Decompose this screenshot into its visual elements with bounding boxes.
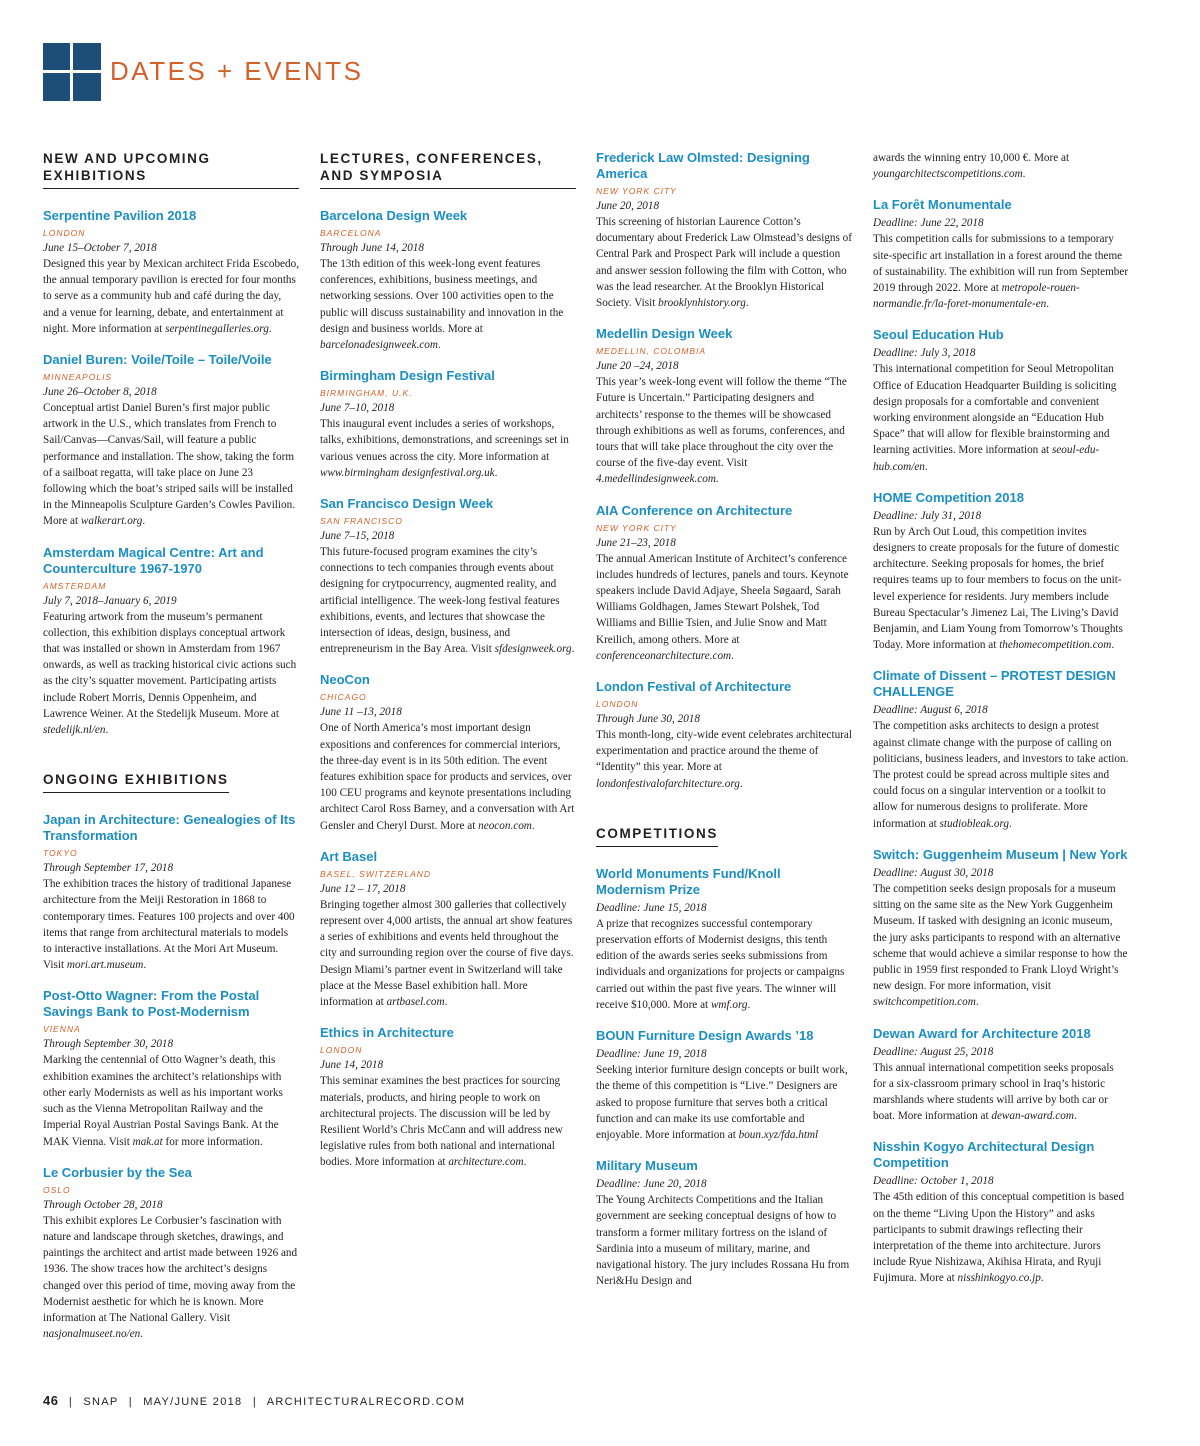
event-entry [596, 866, 852, 1013]
event-entry [873, 847, 1129, 1011]
event-text-end: . [437, 339, 441, 352]
event-description [873, 150, 1129, 182]
event-text-end: . [1022, 168, 1026, 181]
event-title: Frederick Law Olmsted: Designing America [596, 150, 810, 181]
event-location: MEDELLIN, COLOMBIA [596, 346, 707, 357]
event-text: The annual American Institute of Architect’s conference includes hundreds of lectures, panels and tours. Keynote speakers include David Adjaye, Sheela Søgaard, Sarah Williams Goldhagen, James Stewart Polshek, Tod Williams and Billie Tsien, and Julie Snow and Matt Kreilich, among others. More at [596, 552, 849, 646]
event-entry [596, 1028, 852, 1143]
event-title: Nisshin Kogyo Architectural Design Competition [873, 1139, 1095, 1171]
event-text: This month-long, city-wide event celebrates architectural experimentation and practice around the theme of “Identity” this year. More at [596, 729, 852, 774]
event-text-end: . [924, 460, 928, 473]
event-title: Post-Otto Wagner: From the Postal Savings Bank to Post-Modernism [43, 988, 260, 1020]
event-text: This exhibit explores Le Corbusier’s fascination with nature and landscape through sketches, drawings, and paintings the architect and artist made between 1926 and 1936. The show traces how the architect’s designs changed over this period of time, moving away from the Modernist aesthetic for which he is known. More information at The National Gallery. Visit [43, 1214, 298, 1324]
event-description [873, 1060, 1129, 1125]
event-text-end: . [1073, 1110, 1077, 1123]
event-link[interactable]: sfdesignweek.org [494, 643, 572, 656]
event-entry [873, 327, 1129, 474]
event-title: NeoCon [320, 672, 370, 688]
event-entry [43, 988, 299, 1149]
event-link[interactable]: serpentinegalleries.org [165, 322, 269, 335]
event-date: Deadline: August 6, 2018 [873, 704, 988, 717]
event-text: Conceptual artist Daniel Buren’s first major public artwork in the U.S., which translates from French to Sail/Canvas—Canvas/Sail, will feature a public performance and installation. The show, taking the form of a sailboat regatta, will take place on June 23 following which the boat’s striped sails will be installed in the Minneapolis Sculpture Garden’s Cowles Pavilion. More at [43, 402, 295, 528]
section-heading-wrap [43, 771, 299, 793]
event-link[interactable]: stedelijk.nl/en [43, 724, 106, 737]
event-text: This seminar examines the best practices for sourcing materials, products, and hiring people to work on architectural projects. The discussion will be led by Resilient World’s Chris McCann and will address new legislative rules from both national and international bodies. More information at [320, 1075, 563, 1169]
column-3 [596, 150, 852, 1304]
event-text-end: . [731, 649, 734, 662]
event-location: OSLO [43, 1184, 71, 1195]
event-entry [596, 503, 852, 664]
footer-issue: MAY/JUNE 2018 [143, 1396, 243, 1408]
event-text: The competition asks architects to design a protest against climate change with the purpose of calling on politicians, business leaders, and investors to take action. The protest could be spread across multiple sites and could focus on a singular intervention or a toolkit to allow for numerous designs to proliferate. More information at [873, 720, 1129, 830]
event-link[interactable]: nisshinkogyo.co.jp [957, 1272, 1041, 1285]
footer-section: SNAP [83, 1396, 119, 1408]
event-text-end: . [531, 819, 535, 832]
section-heading: ONGOING EXHIBITIONS [43, 771, 229, 793]
event-text-end: . [715, 473, 719, 486]
event-link[interactable]: nasjonalmuseet.no/en [43, 1328, 141, 1341]
event-link[interactable]: thehomecompetition.com [999, 639, 1112, 652]
event-description [873, 1189, 1129, 1286]
event-link[interactable]: seoul-edu-hub.com/en [873, 444, 1100, 473]
event-description [596, 374, 852, 487]
section-heading-wrap [320, 150, 576, 189]
event-description [596, 214, 852, 311]
event-text: Run by Arch Out Loud, this competition invites designers to create proposals for the future of domestic architecture. Seeking proposals for homes, the brief requires teams up to four members to focus on the unit-level experience for residents. Jury members include Bureau Spectacular’s Jimenez Lai, The Living’s David Benjamin, and Liam Young from Tomorrow’s Thoughts Today. More information at [873, 525, 1123, 652]
event-description [873, 524, 1129, 654]
event-location: NEW YORK CITY [596, 186, 677, 196]
event-entry [873, 668, 1129, 831]
event-date: Deadline: June 20, 2018 [596, 1178, 707, 1191]
event-title: Switch: Guggenheim Museum | New York [873, 846, 1128, 862]
event-description [596, 916, 852, 1013]
event-text: Marking the centennial of Otto Wagner’s death, this exhibition examines the architect’s relationships with other early Modernists as well as his important works such as the Vienna Metropolitan Railway and the Imperial Royal Austrian Postal Savings Bank. At the MAK Vienna. Visit [43, 1054, 283, 1148]
section-logo-icon [43, 43, 101, 101]
event-link[interactable]: walkerart.org [80, 515, 143, 528]
event-date: June 7–10, 2018 [320, 402, 395, 415]
event-date: June 11 –13, 2018 [320, 706, 402, 719]
event-title: San Francisco Design Week [320, 496, 494, 512]
event-date: Through September 17, 2018 [43, 862, 174, 875]
event-date: Deadline: October 1, 2018 [873, 1175, 994, 1188]
event-title: Serpentine Pavilion 2018 [43, 208, 197, 223]
event-title: Amsterdam Magical Centre: Art and Counterculture 1967-1970 [43, 544, 264, 576]
event-link[interactable]: 4.medellindesignweek.com [596, 473, 716, 486]
event-entry [320, 368, 576, 481]
event-title: Daniel Buren: Voile/Toile – Toile/Voile [43, 352, 272, 368]
event-entry [320, 1025, 576, 1170]
event-date: Deadline: June 15, 2018 [596, 901, 707, 914]
event-title: Seoul Education Hub [873, 327, 1004, 343]
event-description [873, 718, 1129, 831]
event-text: This annual international competition seeks proposals for a six-classroom primary school in Iraq’s historic marshlands where students will arrive by both car or boat. More information at [873, 1061, 1114, 1123]
event-text-end: . [1040, 1272, 1044, 1285]
event-link[interactable]: londonfestivalofarchitecture.org [596, 777, 740, 790]
event-description [320, 416, 576, 481]
event-date: June 15–October 7, 2018 [43, 242, 157, 254]
column-4 [873, 150, 1129, 1302]
event-entry [873, 1139, 1129, 1286]
event-entry [596, 679, 852, 792]
event-text-end: for more information. [162, 1135, 263, 1148]
event-description [873, 361, 1129, 474]
page-number: 46 [43, 1393, 59, 1408]
event-text: This international competition for Seoul Metropolitan Office of Education Headquarter Building is soliciting design proposals for a comfortable and convenient working environment alongside an “Education Hub Space” that will allow for flexible brainstorming and learning activities. More information at [873, 363, 1117, 457]
event-title: Military Museum [596, 1158, 698, 1174]
event-link[interactable]: metropole-rouen-normandie.fr/la-foret-monumentale-en [873, 282, 1080, 311]
event-link[interactable]: mori.art.museum [66, 959, 144, 972]
event-date: Deadline: August 25, 2018 [873, 1045, 994, 1058]
event-description [596, 727, 852, 792]
event-link[interactable]: mak.at [132, 1135, 163, 1148]
event-entry [43, 1165, 299, 1343]
event-entry [43, 208, 299, 337]
event-text-end: . [571, 643, 575, 656]
event-date: Through October 28, 2018 [43, 1198, 163, 1211]
event-location: NEW YORK CITY [596, 522, 677, 533]
event-text: Featuring artwork from the museum’s permanent collection, this exhibition displays conceptual artwork that was installed or shown in Amsterdam from 1967 onwards, as well as tracking historical civic actions such as the city’s squatter movement. Participating artists include Robert Morris, Dennis Oppenheim, and Lawrence Weiner. At the Stedelijk Museum. More at [43, 610, 297, 720]
event-description [596, 1192, 852, 1289]
event-description [320, 544, 576, 657]
event-text-end: . [739, 777, 743, 790]
event-link[interactable]: www.birmingham designfestival.org.uk [320, 466, 495, 479]
event-location: BIRMINGHAM, U.K. [320, 388, 413, 399]
event-location: TOKYO [43, 848, 78, 859]
event-text: Seeking interior furniture design concepts or built work, the theme of this competition is “Live.” Designers are asked to propose furniture that serves both a critical function and can make its use comfortable and enjoyable. More information at [596, 1064, 848, 1141]
event-title: Art Basel [320, 848, 378, 864]
event-link[interactable]: switchcompetition.com [873, 996, 976, 1009]
page-footer: 46 | SNAP | MAY/JUNE 2018 | ARCHITECTURALRECORD.COM [43, 1393, 466, 1408]
event-text-end: . [494, 466, 498, 479]
page-title: DATES + EVENTS [110, 56, 364, 86]
event-text-end: . [142, 515, 146, 528]
event-title: AIA Conference on Architecture [596, 502, 793, 518]
event-date: Deadline: June 22, 2018 [873, 217, 984, 230]
event-entry [320, 208, 576, 353]
section-heading: COMPETITIONS [596, 825, 718, 847]
event-link[interactable]: artbasel.com [386, 996, 445, 1009]
event-text-end: . [143, 959, 147, 972]
event-text: This screening of historian Laurence Cotton’s documentary about Frederick Law Olmstead’s designs of Central Park and Prospect Park will include a question and answer session following the film with Cotton, who was the lead researcher. At the Brooklyn Historical Society. Visit [596, 216, 853, 310]
event-date: July 7, 2018–January 6, 2019 [43, 594, 177, 607]
event-description [43, 256, 299, 337]
event-text-end: . [444, 996, 448, 1009]
event-description [873, 881, 1129, 1011]
event-location: CHICAGO [320, 692, 367, 703]
event-location: MINNEAPOLIS [43, 372, 113, 383]
event-date: Through June 14, 2018 [320, 242, 424, 254]
event-location: LONDON [596, 699, 639, 710]
event-title: Climate of Dissent – PROTEST DESIGN CHALLENGE [873, 668, 1116, 700]
event-date: Deadline: June 19, 2018 [596, 1048, 707, 1061]
column-1 [43, 150, 299, 1357]
event-link[interactable]: brooklynhistory.org [658, 297, 746, 310]
event-location: BASEL, SWITZERLAND [320, 868, 432, 879]
event-text: Bringing together almost 300 galleries that collectively represent over 4,000 artists, the annual art show features a series of exhibitions and events held throughout the city and surrounding region over the course of five days. Design Miami’s partner event in Switzerland will take place at the Messe Basel exhibition hall. More information at [320, 898, 574, 1009]
event-text: One of North America’s most important design expositions and conferences for commercial interiors, the three-day event is in its 50th edition. The event features exhibition space for products and services, over 100 CEU programs and keynote presentations including architect Carol Ross Barney, and a conversation with Art Gensler and Cheryl Durst. More at [320, 722, 575, 832]
event-date: June 21–23, 2018 [596, 536, 676, 549]
event-date: June 12 – 17, 2018 [320, 882, 406, 895]
event-entry [596, 1158, 852, 1289]
event-title: Birmingham Design Festival [320, 368, 495, 384]
event-text: This year’s week-long event will follow the theme “The Future is Uncertain.” Participating designers and architects’ response to the themes will be showcased through exhibitions as well as forums, conferences, and tours that will take place throughout the city over the course of the five-day event. Visit [596, 376, 847, 470]
event-text: The 13th edition of this week-long event features conferences, exhibitions, business meetings, and networking sessions. Over 100 activities open to the public will discuss sustainability and innovation in the design and business worlds. More at [320, 258, 564, 335]
event-link[interactable]: barcelonadesignweek.com [320, 339, 438, 352]
event-text-end: . [140, 1328, 144, 1341]
event-date: Deadline: August 30, 2018 [873, 866, 994, 879]
footer-site[interactable]: ARCHITECTURALRECORD.COM [266, 1396, 466, 1408]
event-link[interactable]: neocon.com [478, 819, 532, 832]
event-text: The 45th edition of this conceptual competition is based on the theme “Living Upon the History” and asks participants to submit drawings reflecting their interpretation of the theme into architecture. Jurors include Ryue Nishizawa, Akihisa Hirata, and Ryuji Fujimura. More at [873, 1191, 1125, 1285]
event-text: awards the winning entry 10,000 €. More at [873, 152, 1070, 164]
event-location: LONDON [43, 228, 86, 238]
section-heading-wrap [596, 825, 852, 847]
event-text-end: . [268, 322, 272, 335]
event-entry [320, 672, 576, 833]
event-text: The Young Architects Competitions and the Italian government are seeking conceptual designs of how to transform a former military fortress on the island of Sardinia into a museum of military, marine, and navigational history. The jury includes Rossana Hu from Neri&Hu Design and [596, 1194, 850, 1288]
event-location: LONDON [320, 1045, 363, 1056]
event-date: Deadline: July 3, 2018 [873, 347, 976, 360]
event-link[interactable]: boun.xyz/fda.html [738, 1128, 819, 1141]
event-text: This competition calls for submissions to a temporary site-specific art installation in a forest around the theme of sustainability. The exhibition will run from September 2019 through 2022. More at [873, 233, 1129, 295]
event-title: BOUN Furniture Design Awards ’18 [596, 1028, 814, 1044]
event-location: SAN FRANCISCO [320, 516, 403, 527]
event-text: Designed this year by Mexican architect Frida Escobedo, the annual temporary pavilion is erected for four months to serve as a community hub and café during the day, and a venue for learning, debate, and entertainment at night. More information at [43, 258, 299, 335]
event-entry [596, 150, 852, 311]
event-text-end: . [1009, 817, 1012, 830]
event-text: A prize that recognizes successful contemporary preservation efforts of Modernist designs, this tenth edition of the awards series seeks submissions from individuals and organizations for projects or campaigns carried out within the past five years. The winner will receive $10,000. More at [596, 917, 845, 1011]
event-text: The exhibition traces the history of traditional Japanese architecture from the Meiji Restoration in 1868 to contemporary times. Features 100 projects and over 400 items that range from architectural materials to models to interactive installations. At the Mori Art Museum. Visit [43, 878, 295, 972]
event-text-end: . [975, 996, 979, 1009]
event-date: Through September 30, 2018 [43, 1038, 174, 1051]
event-title: Le Corbusier by the Sea [43, 1164, 192, 1180]
event-entry [596, 326, 852, 487]
event-text: The competition seeks design proposals for a museum sitting on the same site as the New York Guggenheim Museum. If tasked with designing an iconic museum, the jury asks participants to respond with an alternative scheme that would achieve a similar response to how the public in 1959 first responded to Frank Lloyd Wright’s new design. For more information, visit [873, 882, 1128, 993]
event-description [596, 551, 852, 664]
event-entry [873, 1026, 1129, 1125]
event-link[interactable]: dewan-award.com [991, 1110, 1074, 1123]
section-spacer [43, 753, 299, 771]
section-heading: LECTURES, CONFERENCES, AND SYMPOSIA [320, 150, 576, 189]
event-text-end: . [1111, 639, 1115, 652]
event-date: June 26–October 8, 2018 [43, 386, 157, 399]
event-entry [320, 849, 576, 1010]
event-description [43, 1052, 299, 1149]
event-title: Dewan Award for Architecture 2018 [873, 1025, 1091, 1041]
event-title: Ethics in Architecture [320, 1025, 454, 1041]
event-description [43, 609, 299, 739]
event-entry [873, 197, 1129, 312]
event-title: Barcelona Design Week [320, 208, 468, 223]
event-description [320, 720, 576, 833]
event-description [873, 231, 1129, 312]
event-location: VIENNA [43, 1024, 81, 1035]
event-text-end: . [1046, 298, 1050, 311]
event-title: London Festival of Architecture [596, 679, 792, 695]
event-title: HOME Competition 2018 [873, 489, 1024, 505]
event-title: La Forêt Monumentale [873, 197, 1012, 213]
event-text: This inaugural event includes a series of workshops, talks, exhibitions, demonstrations, and screenings set in various venues across the city. More information at [320, 418, 569, 463]
event-link[interactable]: architecture.com [448, 1156, 524, 1169]
event-link[interactable]: studiobleak.org [939, 817, 1010, 830]
event-location: AMSTERDAM [43, 580, 107, 591]
event-entry [43, 352, 299, 530]
event-date: June 7–15, 2018 [320, 530, 395, 543]
event-entry [873, 150, 1129, 182]
event-text: This future-focused program examines the city’s connections to tech companies through events about designing for crytpocurrency, augmented reality, and artificial intelligence. The week-long festival features exhibitions, events, and lectures that showcase the intersection of ideas, design, business, and entrepreneurism in the Bay Area. Visit [320, 546, 560, 656]
event-description [320, 1073, 576, 1170]
event-link[interactable]: conferenceonarchitecture.com [596, 649, 732, 662]
event-title: Medellin Design Week [596, 326, 733, 342]
event-description [596, 1062, 852, 1143]
event-title: World Monuments Fund/Knoll Modernism Prize [596, 865, 781, 897]
event-entry [873, 490, 1129, 654]
event-text-end: . [105, 724, 109, 737]
event-description [43, 876, 299, 973]
event-date: June 14, 2018 [320, 1059, 384, 1072]
section-spacer [596, 807, 852, 825]
event-date: June 20, 2018 [596, 200, 660, 212]
event-link[interactable]: youngarchitectscompetitions.com [873, 168, 1023, 181]
event-title: Japan in Architecture: Genealogies of Its Transformation [43, 812, 296, 844]
event-description [320, 256, 576, 353]
event-link[interactable]: wmf.org [710, 998, 748, 1011]
event-text-end: . [523, 1156, 527, 1169]
event-date: Through June 30, 2018 [596, 713, 700, 726]
event-entry [320, 496, 576, 657]
event-text-end: . [747, 998, 751, 1011]
section-heading-wrap [43, 150, 299, 189]
event-entry [43, 812, 299, 973]
event-entry [43, 545, 299, 739]
event-location: BARCELONA [320, 228, 382, 238]
event-description [43, 400, 299, 530]
event-description [320, 897, 576, 1010]
section-heading: NEW AND UPCOMING EXHIBITIONS [43, 150, 299, 189]
column-2 [320, 150, 576, 1186]
event-text-end: . [745, 297, 749, 310]
event-description [43, 1213, 299, 1343]
event-date: June 20 –24, 2018 [596, 360, 679, 373]
event-date: Deadline: July 31, 2018 [873, 509, 982, 522]
